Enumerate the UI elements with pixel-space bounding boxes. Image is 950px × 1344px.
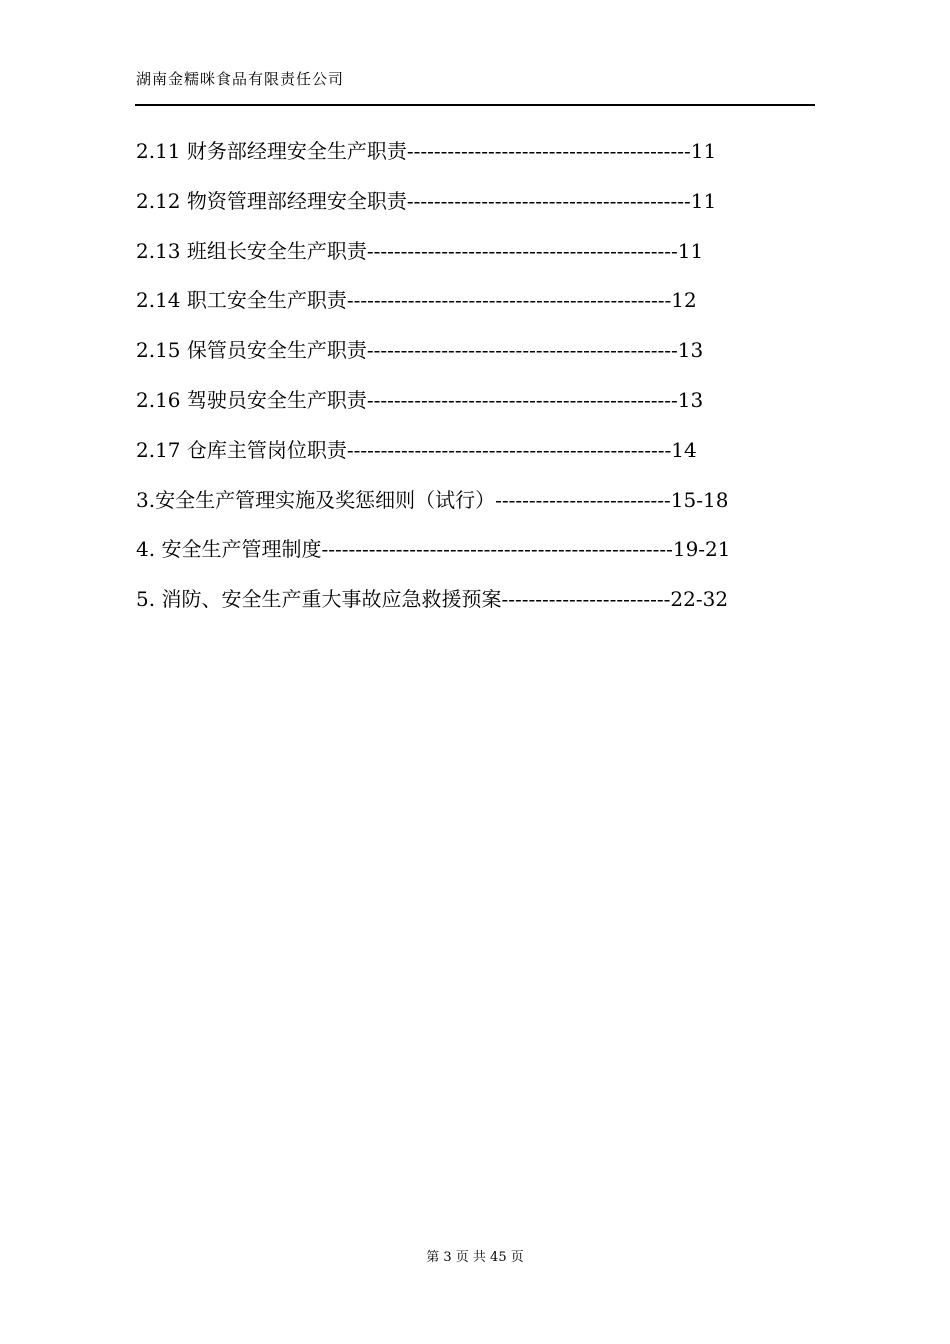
toc-entry-2-12: 2.12 物资管理部经理安全职责------------------------------------------11 <box>136 188 717 213</box>
page-number-footer: 第 3 页 共 45 页 <box>426 1250 524 1265</box>
toc-entry-3: 3.安全生产管理实施及奖惩细则（试行）--------------------------15-18 <box>136 487 729 512</box>
page-header-company: 湖南金糯咪食品有限责任公司 <box>136 70 345 88</box>
toc-entry-4: 4. 安全生产管理制度----------------------------------------------------19-21 <box>136 537 731 562</box>
toc-entry-2-17: 2.17 仓库主管岗位职责------------------------------------------------14 <box>136 437 697 462</box>
toc-entry-2-13: 2.13 班组长安全生产职责----------------------------------------------11 <box>136 238 704 263</box>
table-of-contents <box>136 136 816 634</box>
toc-entry-5: 5. 消防、安全生产重大事故应急救援预案-------------------------22-32 <box>136 587 729 612</box>
toc-entry-2-11: 2.11 财务部经理安全生产职责------------------------------------------11 <box>136 139 717 163</box>
header-divider <box>135 104 815 106</box>
toc-entry-2-14: 2.14 职工安全生产职责------------------------------------------------12 <box>136 288 697 313</box>
toc-entry-2-15: 2.15 保管员安全生产职责----------------------------------------------13 <box>136 338 704 363</box>
toc-entry-2-16: 2.16 驾驶员安全生产职责----------------------------------------------13 <box>136 387 704 412</box>
